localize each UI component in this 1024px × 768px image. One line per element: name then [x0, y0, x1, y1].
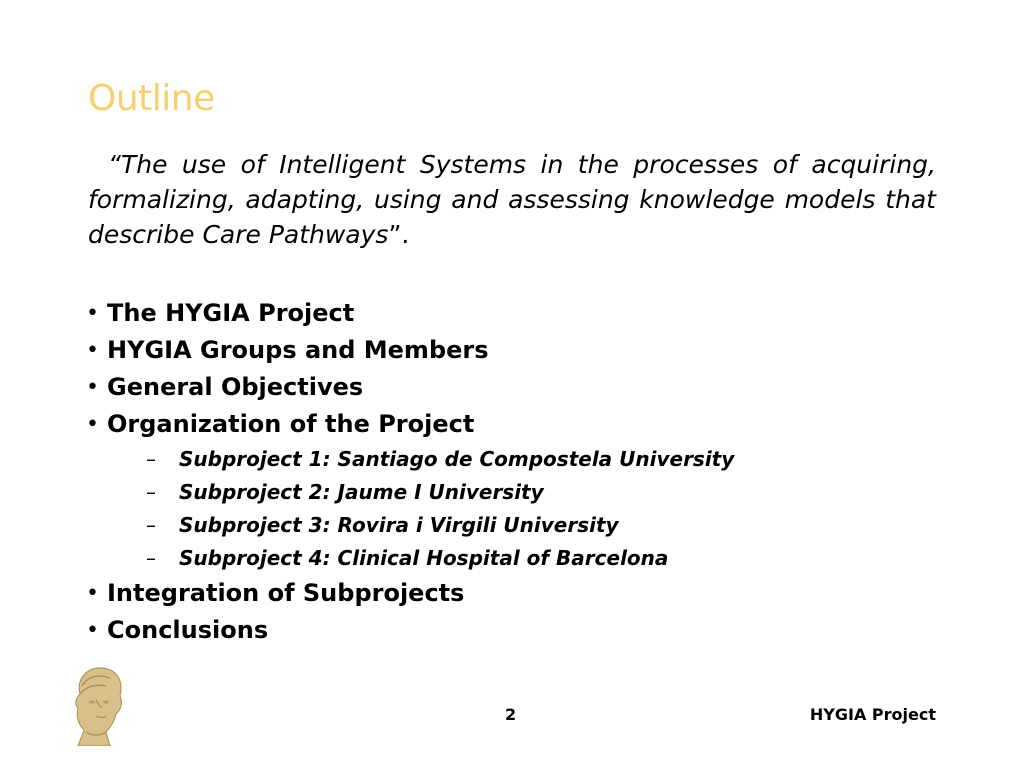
outline-item-label: HYGIA Groups and Members [107, 336, 489, 364]
outline-item [86, 369, 966, 406]
outline-subitem-label: Subproject 1: Santiago de Compostela University [179, 447, 735, 471]
bullet-marker: • [86, 301, 99, 326]
bullet-marker: • [86, 412, 99, 437]
outline-item-label: General Objectives [107, 373, 364, 401]
outline-item-label: Conclusions [107, 616, 269, 644]
bullet-marker: • [86, 338, 99, 363]
quote-text: The use of Intelligent Systems in the processes of acquiring, formalizing, adapting, using and assessing knowledge models that describe Care Pathways [88, 150, 936, 249]
quote-open-mark: “ [108, 150, 121, 179]
outline-item [86, 575, 966, 612]
outline-subitem-label: Subproject 4: Clinical Hospital of Barcelona [179, 546, 669, 570]
outline-item [86, 332, 966, 369]
page-number: 2 [505, 705, 517, 724]
outline-subitem-label: Subproject 2: Jaume I University [179, 480, 544, 504]
dash-marker: – [146, 480, 156, 504]
outline-subitem [86, 476, 966, 509]
outline-subitem [86, 509, 966, 542]
quote-paragraph [88, 147, 936, 252]
dash-marker: – [146, 447, 156, 471]
outline-item-label: Organization of the Project [107, 410, 475, 438]
outline-item [86, 406, 966, 443]
outline-item [86, 295, 966, 332]
hygieia-bust-logo [66, 664, 132, 746]
quote-close-mark: ”. [388, 220, 410, 249]
dash-marker: – [146, 546, 156, 570]
outline-item-label: Integration of Subprojects [107, 579, 465, 607]
dash-marker: – [146, 513, 156, 537]
outline-item-label: The HYGIA Project [107, 299, 355, 327]
bullet-marker: • [86, 375, 99, 400]
outline-item [86, 612, 966, 649]
slide-title: Outline [88, 78, 215, 119]
footer-project-name: HYGIA Project [809, 705, 936, 724]
outline-subitem [86, 443, 966, 476]
outline-subitem-label: Subproject 3: Rovira i Virgili University [179, 513, 619, 537]
outline-subitem [86, 542, 966, 575]
bullet-marker: • [86, 581, 99, 606]
bullet-marker: • [86, 618, 99, 643]
outline-list [86, 295, 966, 649]
